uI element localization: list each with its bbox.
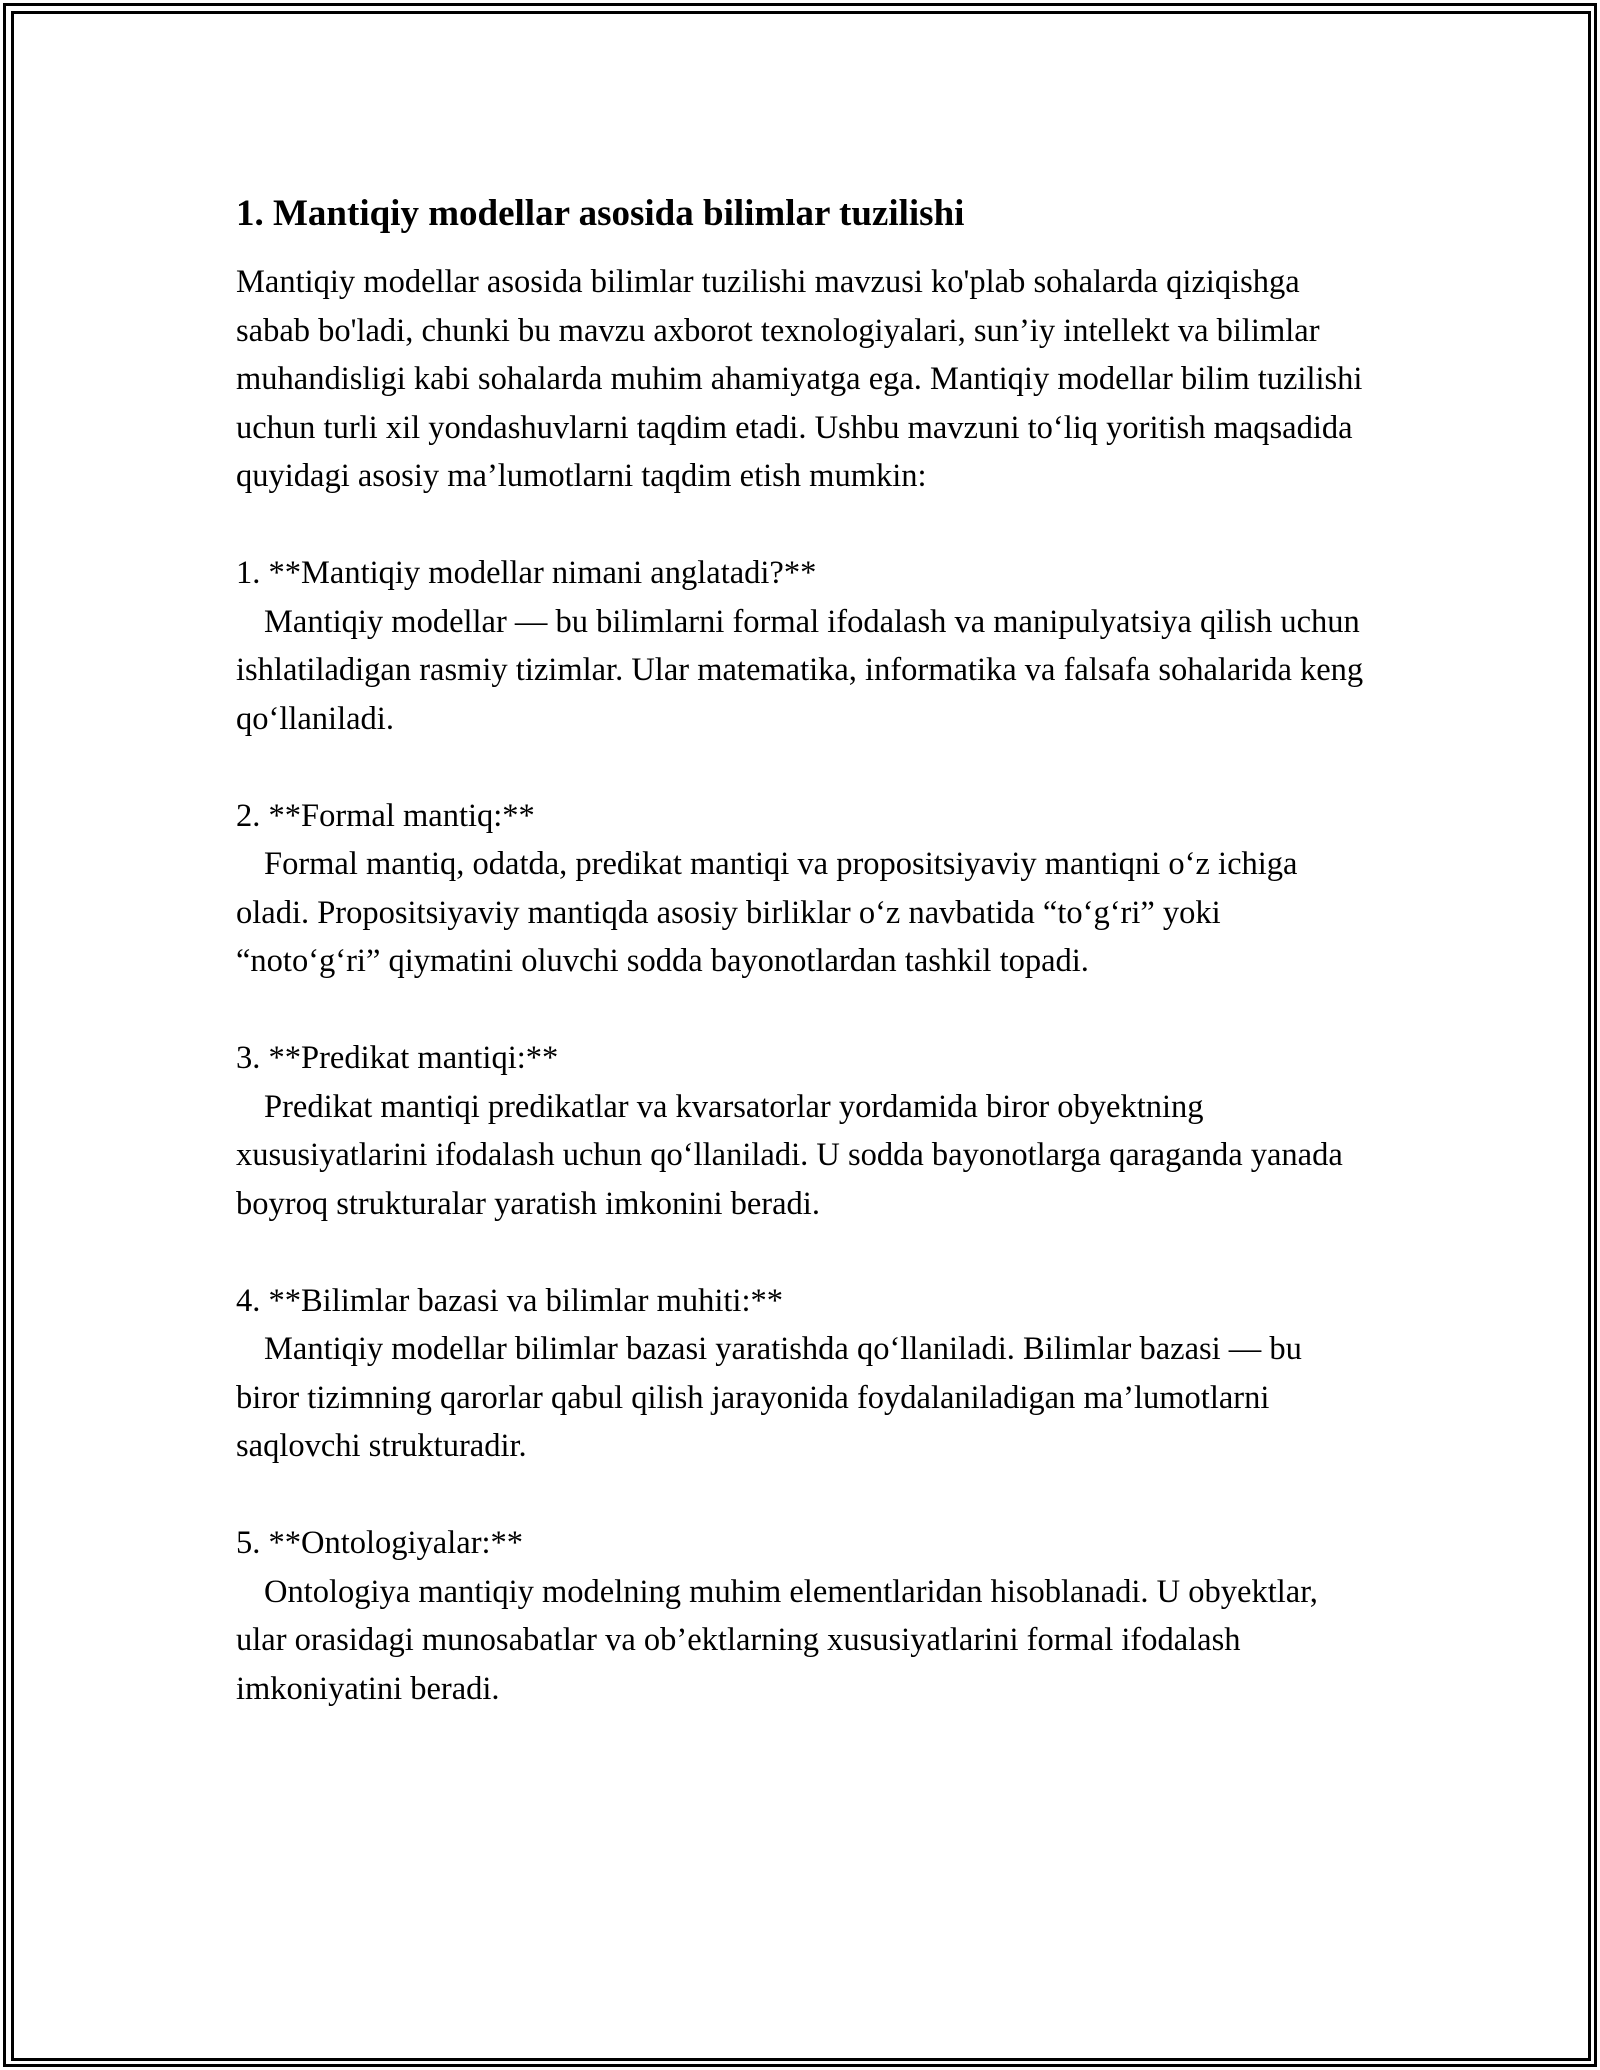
list-item (236, 1034, 1366, 1228)
document-content (236, 190, 1366, 1713)
intro-paragraph: Mantiqiy modellar asosida bilimlar tuzilishi mavzusi ko'plab sohalarda qiziqishga sabab bo'ladi, chunki bu mavzu axborot texnologiyalari, sun’iy intellekt va bilimlar muhandisligi kabi sohalarda muhim ahamiyatga ega. Mantiqiy modellar bilim tuzilishi uchun turli xil yondashuvlarni taqdim etadi. Ushbu mavzuni to‘liq yoritish maqsadida quyidagi asosiy ma’lumotlarni taqdim etish mumkin: (236, 264, 1363, 494)
page-title: 1. Mantiqiy modellar asosida bilimlar tuzilishi (236, 193, 965, 234)
list-item-heading: 4. **Bilimlar bazasi va bilimlar muhiti:** (236, 1282, 783, 1319)
list-item-heading: 2. **Formal mantiq:** (236, 797, 535, 834)
list-item-heading: 3. **Predikat mantiqi:** (236, 1040, 559, 1076)
list-item-body: Mantiqiy modellar — bu bilimlarni formal ifodalash va manipulyatsiya qilish uchun ishlatiladigan rasmiy tizimlar. Ular matematika, informatika va falsafa sohalarida keng qo‘llaniladi. (236, 603, 1364, 737)
list-item-body: Formal mantiq, odatda, predikat mantiqi va propositsiyaviy mantiqni o‘z ichiga oladi. Propositsiyaviy mantiqda asosiy birliklar o‘z navbatida “to‘g‘ri” yoki “noto‘g‘ri” qiymatini oluvchi sodda bayonotlardan tashkil topadi. (236, 846, 1298, 979)
list-item-heading: 5. **Ontologiyalar:** (236, 1525, 524, 1561)
list-item-heading: 1. **Mantiqiy modellar nimani anglatadi?** (236, 555, 817, 591)
list-item-body: Mantiqiy modellar bilimlar bazasi yaratishda qo‘llaniladi. Bilimlar bazasi — bu biror tizimning qarorlar qabul qilish jarayonida foydalaniladigan ma’lumotlarni saqlovchi strukturadir. (236, 1331, 1302, 1464)
list-item (236, 1519, 1366, 1713)
list-item (236, 792, 1366, 986)
list-item (236, 549, 1366, 743)
list-item-body: Predikat mantiqi predikatlar va kvarsatorlar yordamida biror obyektning xususiyatlarini ifodalash uchun qo‘llaniladi. U sodda bayonotlarga qaraganda yanada boyroq strukturalar yaratish imkonini beradi. (236, 1088, 1343, 1222)
list-item-body: Ontologiya mantiqiy modelning muhim elementlaridan hisoblanadi. U obyektlar, ular orasidagi munosabatlar va ob’ektlarning xususiyatlarini formal ifodalash imkoniyatini beradi. (236, 1573, 1318, 1707)
list-item (236, 1277, 1366, 1471)
